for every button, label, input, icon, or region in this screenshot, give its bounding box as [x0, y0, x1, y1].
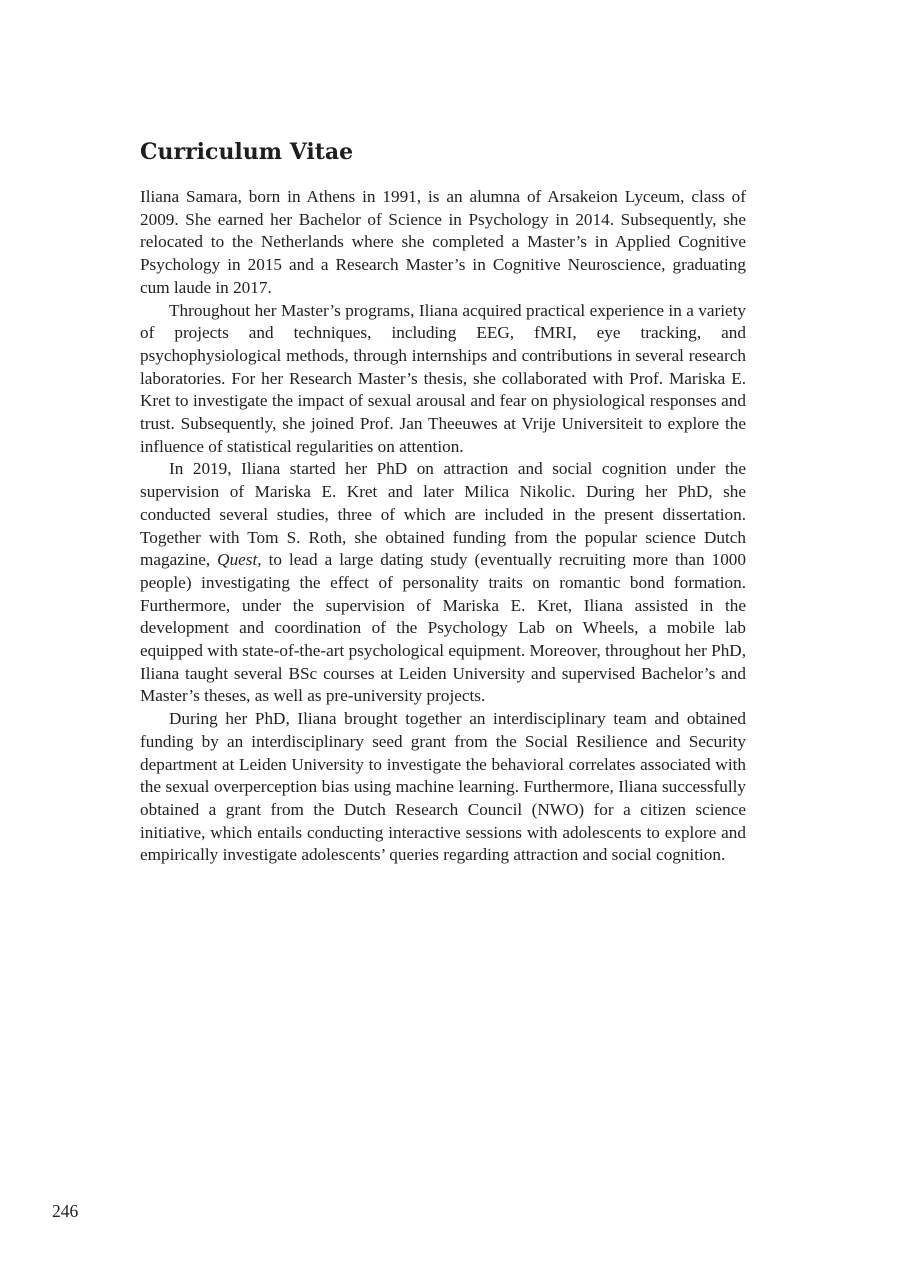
cv-body [140, 186, 746, 867]
paragraph-phd [140, 458, 746, 708]
paragraph-education: Iliana Samara, born in Athens in 1991, is an alumna of Arsakeion Lyceum, class of 2009. She earned her Bachelor of Science in Psychology in 2014. Subsequently, she relocated to the Netherlands where she completed a Master’s in Applied Cognitive Psychology in 2015 and a Research Master’s in Cognitive Neuroscience, graduating cum laude in 2017. [140, 187, 746, 297]
paragraph-masters-experience: Throughout her Master’s programs, Iliana acquired practical experience in a variety of projects and techniques, including EEG, fMRI, eye tracking, and psychophysiological methods, through internships and contributions in several research laboratories. For her Research Master’s thesis, she collaborated with Prof. Mariska E. Kret to investigate the impact of sexual arousal and fear on physiological responses and trust. Subsequently, she joined Prof. Jan Theeuwes at Vrije Universiteit to explore the influence of statistical regularities on attention. [140, 300, 746, 456]
magazine-name: Quest [217, 550, 258, 570]
paragraph-phd-text-end: , to lead a large dating study (eventually recruiting more than 1000 people) investigating the effect of personality traits on romantic bond formation. Furthermore, under the supervision of Mariska E. Kret, Iliana assisted in the development and coordination of the Psychology Lab on Wheels, a mobile lab equipped with state-of-the-art psychological equipment. Moreover, throughout her PhD, Iliana taught several BSc courses at Leiden University and supervised Bachelor’s and Master’s theses, as well as pre-university projects. [140, 550, 746, 706]
paragraph-phd-text-start: In 2019, Iliana started her PhD on attraction and social cognition under the supervision of Mariska E. Kret and later Milica Nikolic. During her PhD, she conducted several studies, three of which are included in the present dissertation. Together with Tom S. Roth, she obtained funding from the popular science Dutch magazine, [140, 459, 746, 570]
paragraph-grants: During her PhD, Iliana brought together an interdisciplinary team and obtained funding by an interdisciplinary seed grant from the Social Resilience and Security department at Leiden University to investigate the behavioral correlates associated with the sexual overperception bias using machine learning. Furthermore, Iliana successfully obtained a grant from the Dutch Research Council (NWO) for a citizen science initiative, which entails conducting interactive sessions with adolescents to explore and empirically investigate adolescents’ queries regarding attraction and social cognition. [140, 709, 746, 865]
section-title: Curriculum Vitae [140, 139, 354, 165]
page-number: 246 [52, 1201, 79, 1221]
